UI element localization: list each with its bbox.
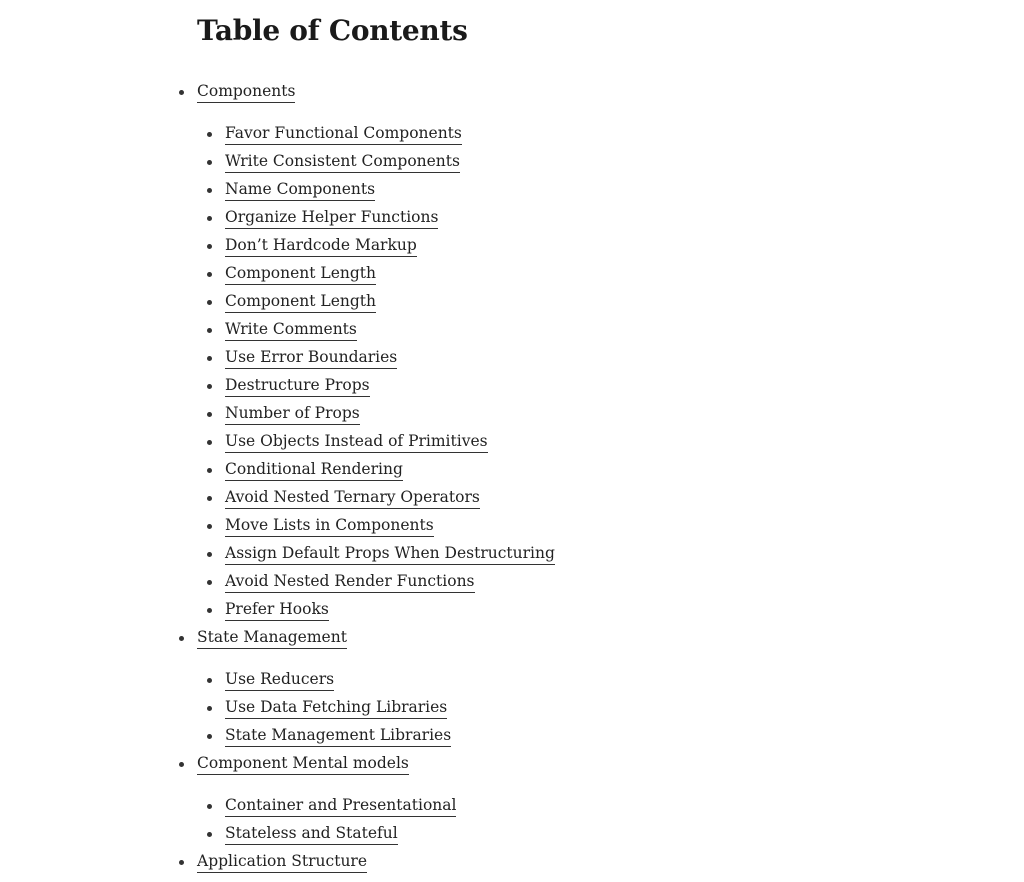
toc-subitem-link[interactable]: Move Lists in Components [225,512,434,537]
toc-subitem-link[interactable]: Don’t Hardcode Markup [225,232,417,257]
toc-subitem-link[interactable]: Avoid Nested Render Functions [225,568,475,593]
bullet-icon [207,468,212,473]
toc-subitem-link[interactable]: Component Length [225,288,376,313]
toc-subitem-link[interactable]: Prefer Hooks [225,596,329,621]
toc-subitem-link[interactable]: Write Comments [225,316,357,341]
bullet-icon [207,706,212,711]
toc-subitem-link[interactable]: Component Length [225,260,376,285]
bullet-icon [207,188,212,193]
toc-subitem-link[interactable]: Number of Props [225,400,360,425]
bullet-icon [207,524,212,529]
bullet-icon [207,272,212,277]
toc-subitem-link[interactable]: Organize Helper Functions [225,204,438,229]
bullet-icon [207,580,212,585]
bullet-icon [179,762,184,767]
bullet-icon [207,678,212,683]
toc-section-link[interactable]: State Management [197,624,347,649]
toc-subitem-link[interactable]: Container and Presentational [225,792,456,817]
bullet-icon [207,552,212,557]
toc-subitem-link[interactable]: Avoid Nested Ternary Operators [225,484,480,509]
toc-section-link[interactable]: Component Mental models [197,750,409,775]
toc-subitem-link[interactable]: Stateless and Stateful [225,820,398,845]
toc-subitem-link[interactable]: Destructure Props [225,372,370,397]
toc-subitem-link[interactable]: Favor Functional Components [225,120,462,145]
bullet-icon [207,132,212,137]
bullet-icon [179,636,184,641]
toc-subitem-link[interactable]: Use Reducers [225,666,334,691]
toc-subitem-link[interactable]: Name Components [225,176,375,201]
toc-subitem-link[interactable]: Use Objects Instead of Primitives [225,428,488,453]
bullet-icon [207,734,212,739]
bullet-icon [207,300,212,305]
toc-subitem-link[interactable]: State Management Libraries [225,722,451,747]
bullet-icon [179,860,184,865]
bullet-icon [207,804,212,809]
toc-subitem-link[interactable]: Use Error Boundaries [225,344,397,369]
bullet-icon [207,608,212,613]
bullet-icon [207,384,212,389]
toc-subitem-link[interactable]: Write Consistent Components [225,148,460,173]
toc-subitem-link[interactable]: Conditional Rendering [225,456,403,481]
bullet-icon [207,328,212,333]
toc-section-link[interactable]: Components [197,78,295,103]
bullet-icon [207,832,212,837]
bullet-icon [207,440,212,445]
bullet-icon [207,496,212,501]
bullet-icon [207,412,212,417]
bullet-icon [207,356,212,361]
bullet-icon [179,90,184,95]
page-title: Table of Contents [197,14,468,47]
bullet-icon [207,160,212,165]
bullet-icon [207,244,212,249]
toc-subitem-link[interactable]: Use Data Fetching Libraries [225,694,447,719]
toc-subitem-link[interactable]: Assign Default Props When Destructuring [225,540,555,565]
toc-section-link[interactable]: Application Structure [197,848,367,873]
bullet-icon [207,216,212,221]
